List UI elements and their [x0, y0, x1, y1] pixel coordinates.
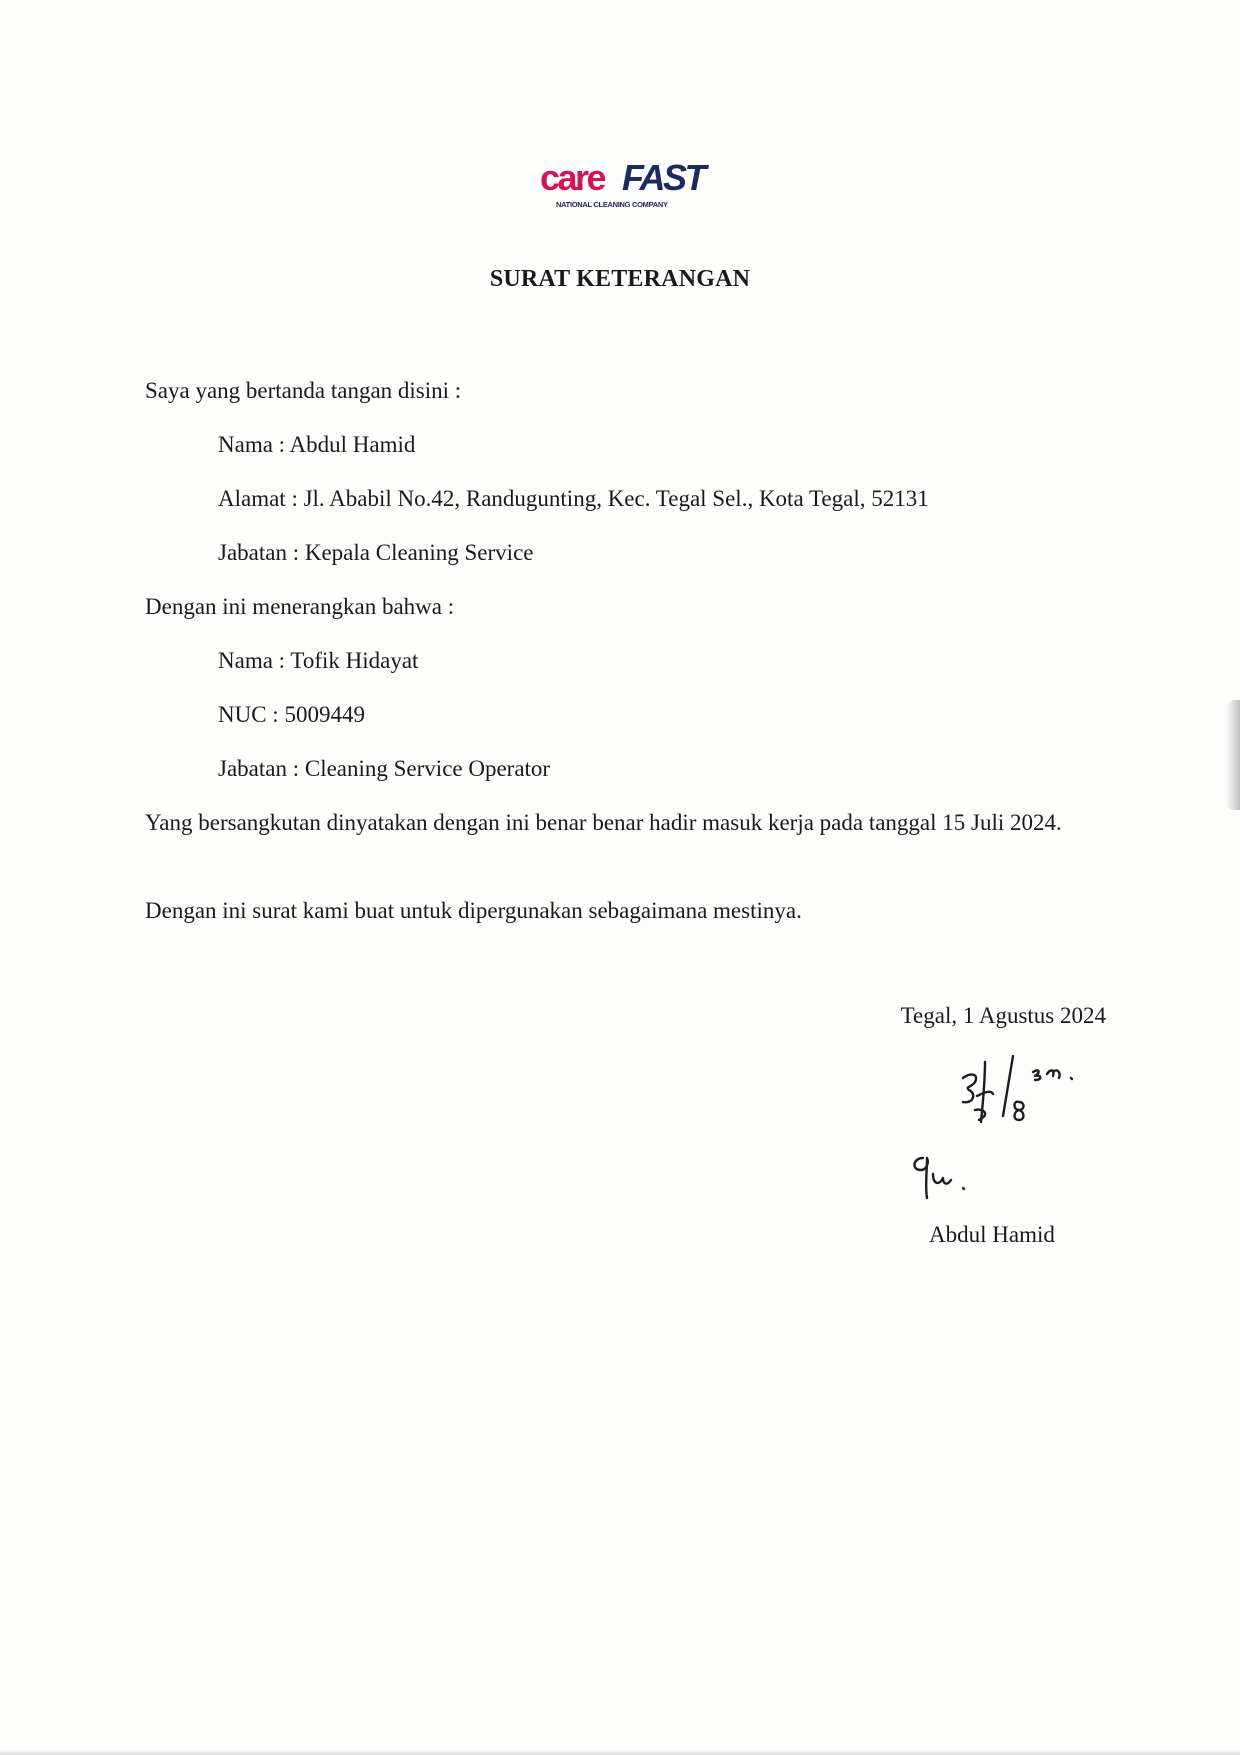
employee-position: Jabatan : Cleaning Service Operator	[218, 756, 551, 781]
logo-fast-text: FAST	[622, 157, 705, 198]
logo-care-text: care	[540, 157, 605, 198]
place-date: Tegal, 1 Agustus 2024	[900, 1003, 1106, 1028]
signer-address: Alamat : Jl. Ababil No.42, Randugunting, Kec. Tegal Sel., Kota Tegal, 52131	[218, 486, 929, 511]
statement-intro: Dengan ini menerangkan bahwa :	[145, 594, 455, 619]
document-title: SURAT KETERANGAN	[489, 266, 751, 292]
employee-name: Nama : Tofik Hidayat	[218, 648, 419, 673]
scan-bottom-shadow	[0, 1749, 1240, 1755]
employee-nuc: NUC : 5009449	[218, 702, 365, 727]
carefast-logo-graphic	[538, 156, 716, 212]
scan-edge-shadow	[1226, 700, 1240, 810]
intro-line: Saya yang bertanda tangan disini :	[145, 378, 462, 403]
signer-position: Jabatan : Kepala Cleaning Service	[218, 540, 534, 565]
attendance-statement: Yang bersangkutan dinyatakan dengan ini benar benar hadir masuk kerja pada tanggal 15 Juli 2024.	[145, 810, 1062, 835]
signatory-name: Abdul Hamid	[929, 1222, 1055, 1247]
signer-name: Nama : Abdul Hamid	[218, 432, 416, 457]
handwritten-approval-mark	[955, 1050, 1085, 1135]
handwritten-paraf	[905, 1150, 975, 1208]
logo-tagline: NATIONAL CLEANING COMPANY	[556, 200, 668, 209]
closing-line: Dengan ini surat kami buat untuk dipergunakan sebagaimana mestinya.	[145, 898, 802, 923]
carefast-logo	[538, 156, 716, 212]
